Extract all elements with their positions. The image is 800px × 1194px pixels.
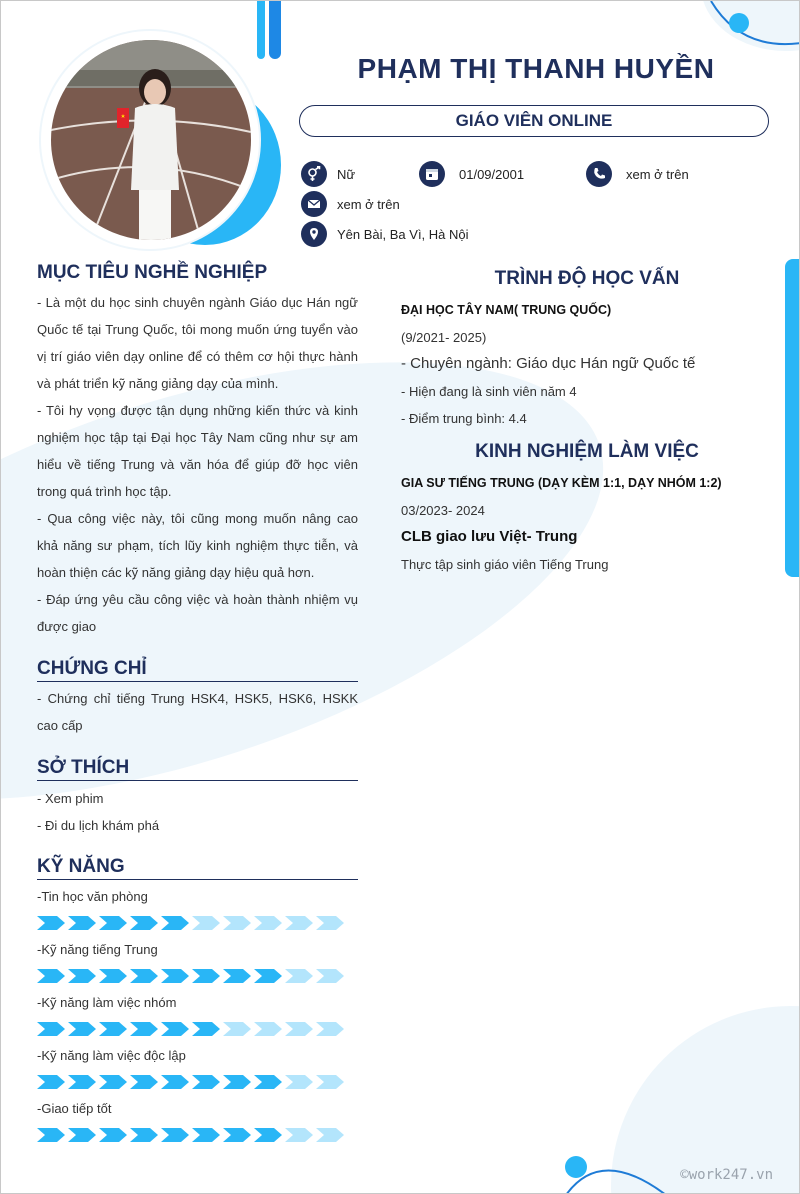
skill-chevron-empty (285, 916, 313, 930)
skill-chevron-filled (99, 1128, 127, 1142)
skill-label: -Giao tiếp tốt (37, 1101, 112, 1116)
skill-chevron-empty (316, 1075, 344, 1089)
skill-label: -Kỹ năng làm việc độc lập (37, 1048, 186, 1063)
phone-value: xem ở trên (626, 166, 689, 182)
certificates-text: - Chứng chỉ tiếng Trung HSK4, HSK5, HSK6, HSKK cao cấp (37, 691, 358, 733)
email-icon (301, 191, 327, 217)
job-title: GIÁO VIÊN ONLINE (455, 111, 613, 130)
education-title: TRÌNH ĐỘ HỌC VẤN (494, 268, 680, 289)
top-right-arc-decoration (691, 1, 800, 51)
certificates-title: CHỨNG CHỈ (37, 658, 358, 682)
skill-chevron-filled (68, 969, 96, 983)
skill-chevron-filled (192, 1022, 220, 1036)
profile-photo-image (51, 40, 251, 240)
skill-chevron-filled (68, 916, 96, 930)
experience-position: Thực tập sinh giáo viên Tiếng Trung (401, 557, 609, 572)
skill-chevron-filled (192, 1128, 220, 1142)
skill-chevron-empty (285, 1075, 313, 1089)
objective-title: MỤC TIÊU NGHỀ NGHIỆP (37, 262, 268, 283)
skill-label: -Tin học văn phòng (37, 889, 148, 904)
education-status: - Hiện đang là sinh viên năm 4 (401, 384, 577, 399)
skill-rating-bar (37, 1073, 349, 1091)
experience-role: GIA SƯ TIẾNG TRUNG (DẠY KÈM 1:1, DẠY NHÓM 1:2) (401, 476, 722, 490)
skill-chevron-filled (99, 1022, 127, 1036)
skill-chevron-empty (316, 969, 344, 983)
skill-chevron-filled (130, 916, 158, 930)
objective-paragraph-2: - Tôi hy vọng được tận dụng những kiến thức và kinh nghiệm học tập tại Đại học Tây Nam cũng như sự am hiểu về tiếng Trung và văn hóa để giúp đỡ học viên trong quá trình học tập. (37, 403, 358, 499)
watermark: ©work247.vn (680, 1167, 773, 1183)
education-major: - Chuyên ngành: Giáo dục Hán ngữ Quốc tế (401, 355, 696, 372)
hobby-item: - Xem phim (37, 791, 104, 806)
job-title-badge (299, 105, 769, 137)
hobby-item: - Đi du lịch khám phá (37, 818, 160, 833)
skill-chevron-empty (316, 1128, 344, 1142)
experience-organization: CLB giao lưu Việt- Trung (401, 528, 578, 545)
skill-rating-bar (37, 914, 349, 932)
skill-chevron-empty (223, 1022, 251, 1036)
skill-chevron-filled (99, 916, 127, 930)
skill-chevron-filled (37, 1128, 65, 1142)
contact-birthdate (419, 161, 524, 187)
skill-chevron-filled (99, 969, 127, 983)
skill-chevron-filled (37, 969, 65, 983)
skill-chevron-filled (254, 1075, 282, 1089)
skill-chevron-filled (68, 1075, 96, 1089)
skill-chevron-filled (130, 969, 158, 983)
skill-chevron-empty (316, 916, 344, 930)
skill-label: -Kỹ năng tiếng Trung (37, 942, 158, 957)
skill-chevron-filled (161, 916, 189, 930)
hobbies-title: SỞ THÍCH (37, 757, 358, 781)
birthdate-value: 01/09/2001 (459, 166, 525, 182)
skill-chevron-empty (192, 916, 220, 930)
skill-chevron-filled (99, 1075, 127, 1089)
contact-phone (586, 161, 689, 187)
education-school: ĐẠI HỌC TÂY NAM( TRUNG QUỐC) (401, 303, 612, 317)
skill-chevron-filled (192, 969, 220, 983)
skill-chevron-filled (254, 969, 282, 983)
bottom-right-arc-decoration (561, 1151, 671, 1194)
objective-paragraph-1: - Là một du học sinh chuyên ngành Giáo dục Hán ngữ Quốc tế tại Trung Quốc, tôi mong muốn ứng tuyển vào vị trí giáo viên dạy online để có thêm cơ hội thực hành và phát triển kỹ năng giảng dạy của mình. (37, 295, 358, 391)
skill-chevron-filled (223, 969, 251, 983)
skill-rating-bar (37, 967, 349, 985)
skill-chevron-empty (223, 916, 251, 930)
contact-gender (301, 161, 355, 187)
experience-period: 03/2023- 2024 (401, 503, 485, 518)
gender-value: Nữ (337, 166, 356, 182)
skill-chevron-filled (37, 1022, 65, 1036)
address-value: Yên Bài, Ba Vì, Hà Nội (337, 226, 469, 242)
top-bar-decoration-1 (257, 1, 265, 59)
skill-chevron-filled (161, 1022, 189, 1036)
skill-chevron-empty (316, 1022, 344, 1036)
objective-paragraph-3: - Qua công việc này, tôi cũng mong muốn nâng cao khả năng sư phạm, tích lũy kinh nghiệm thực tiễn, và hoàn thiện các kỹ năng giảng dạy hiệu quả hơn. (37, 511, 358, 580)
skill-chevron-filled (223, 1075, 251, 1089)
right-edge-bar-decoration (785, 259, 800, 577)
candidate-name: PHẠM THỊ THANH HUYỀN (357, 53, 715, 84)
skill-chevron-filled (161, 1128, 189, 1142)
skills-title: KỸ NĂNG (37, 856, 358, 880)
location-icon (301, 221, 327, 247)
email-value: xem ở trên (337, 196, 400, 212)
profile-photo (51, 40, 251, 240)
contact-address (301, 221, 469, 247)
skill-chevron-empty (254, 1022, 282, 1036)
experience-title: KINH NGHIỆM LÀM VIỆC (475, 441, 699, 462)
calendar-icon (419, 161, 445, 187)
skill-chevron-filled (192, 1075, 220, 1089)
skill-chevron-empty (285, 1128, 313, 1142)
skill-chevron-filled (223, 1128, 251, 1142)
skill-chevron-filled (254, 1128, 282, 1142)
gender-icon (301, 161, 327, 187)
skill-rating-bar (37, 1020, 349, 1038)
skill-chevron-filled (161, 969, 189, 983)
contact-email (301, 191, 400, 217)
skill-chevron-filled (130, 1075, 158, 1089)
skill-chevron-filled (130, 1022, 158, 1036)
objective-paragraph-4: - Đáp ứng yêu cầu công việc và hoàn thành nhiệm vụ được giao (37, 592, 358, 634)
top-bar-decoration-2 (269, 1, 281, 59)
skill-chevron-empty (254, 916, 282, 930)
skill-rating-bar (37, 1126, 349, 1144)
skill-chevron-filled (68, 1128, 96, 1142)
skill-label: -Kỹ năng làm việc nhóm (37, 995, 177, 1010)
skill-chevron-filled (130, 1128, 158, 1142)
skill-chevron-filled (37, 1075, 65, 1089)
education-gpa: - Điểm trung bình: 4.4 (401, 411, 527, 426)
education-period: (9/2021- 2025) (401, 330, 487, 345)
skill-chevron-empty (285, 969, 313, 983)
skill-chevron-empty (285, 1022, 313, 1036)
skill-chevron-filled (68, 1022, 96, 1036)
skill-chevron-filled (37, 916, 65, 930)
skill-chevron-filled (161, 1075, 189, 1089)
phone-icon (586, 161, 612, 187)
